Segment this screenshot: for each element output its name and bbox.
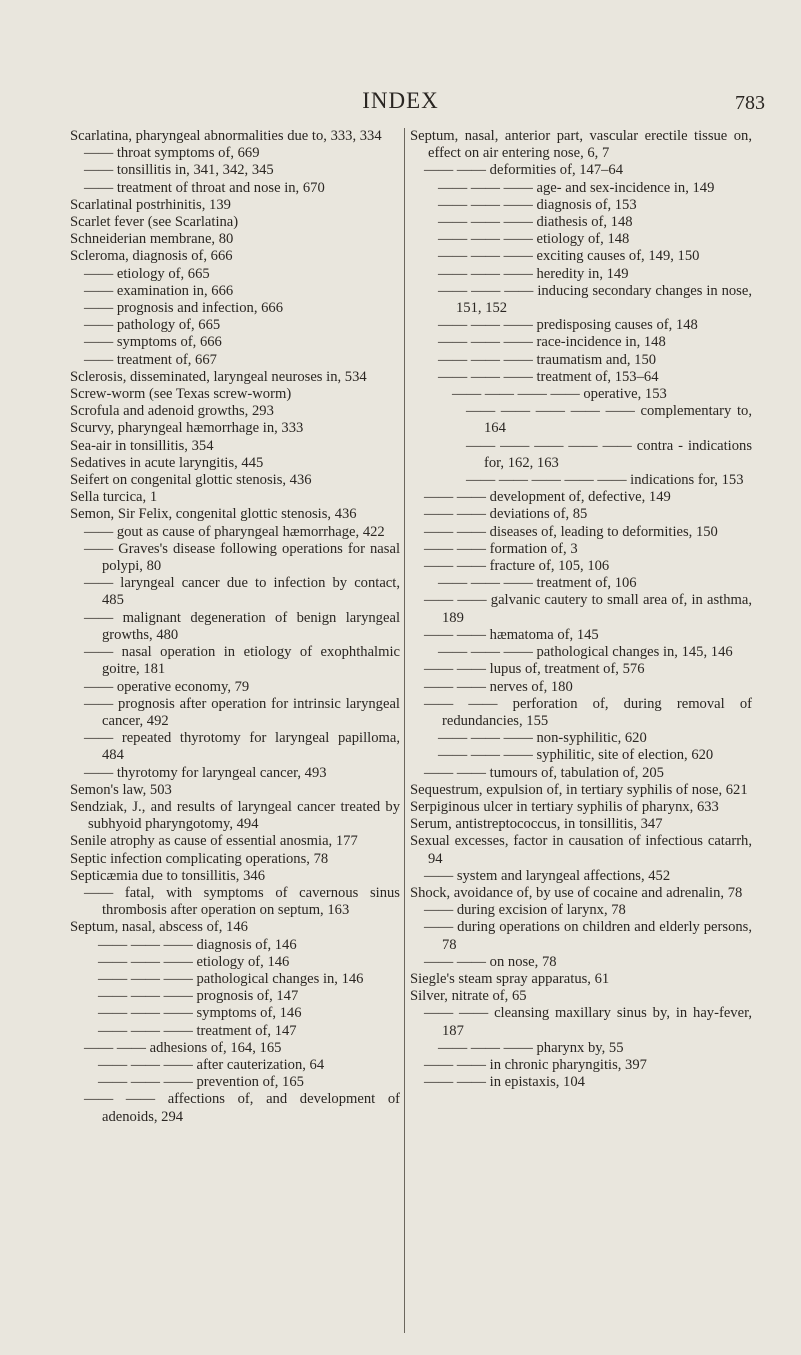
index-subentry: —— —— hæmatoma of, 145 [424, 626, 599, 643]
index-subentry: —— —— —— traumatism and, 150 [438, 351, 657, 368]
index-subentry: —— —— cleansing maxillary sinus by, in hay-fever, 187 [424, 1005, 752, 1039]
index-subentry: —— tonsillitis in, 341, 342, 345 [84, 162, 274, 179]
index-entry: Semon, Sir Felix, congenital glottic stenosis, 436 [70, 506, 357, 523]
index-subentry: —— —— fracture of, 105, 106 [424, 558, 610, 575]
index-subentry: —— —— in chronic pharyngitis, 397 [424, 1056, 647, 1073]
index-subentry: —— —— —— —— —— indications for, 153 [466, 472, 744, 489]
index-subentry: —— fatal, with symptoms of cavernous sinus thrombosis after operation on septum, 163 [84, 884, 400, 919]
index-subentry: —— —— in epistaxis, 104 [424, 1074, 585, 1091]
index-subentry: —— prognosis and infection, 666 [84, 300, 284, 317]
index-entry: Scarlatina, pharyngeal abnormalities due to, 333, 334 [70, 128, 382, 144]
index-subentry: —— —— —— prognosis of, 147 [98, 988, 299, 1005]
index-subentry: —— —— —— non-syphilitic, 620 [438, 730, 647, 747]
index-entry: Shock, avoidance of, by use of cocaine and adrenalin, 78 [410, 884, 743, 901]
index-entry: Septicæmia due to tonsillitis, 346 [70, 867, 265, 884]
index-subentry: —— —— formation of, 3 [424, 540, 578, 557]
index-subentry: —— system and laryngeal affections, 452 [424, 867, 671, 884]
index-subentry: —— repeated thyrotomy for laryngeal papilloma, 484 [84, 730, 400, 764]
index-entry: Septum, nasal, abscess of, 146 [70, 919, 248, 936]
index-subentry: —— —— on nose, 78 [424, 953, 557, 970]
index-subentry: —— prognosis after operation for intrinsic laryngeal cancer, 492 [84, 695, 400, 729]
index-subentry: —— operative economy, 79 [84, 678, 250, 695]
index-entry: Schneiderian membrane, 80 [70, 231, 234, 248]
index-column-right [410, 128, 752, 1091]
index-entry: Scleroma, diagnosis of, 666 [70, 248, 233, 265]
index-subentry: —— —— diseases of, leading to deformities, 150 [424, 523, 718, 540]
index-subentry: —— symptoms of, 666 [84, 334, 222, 351]
index-subentry: —— —— —— predisposing causes of, 148 [438, 317, 698, 334]
index-subentry: —— —— adhesions of, 164, 165 [84, 1039, 282, 1056]
index-subentry: —— —— —— treatment of, 147 [98, 1022, 297, 1039]
index-subentry: —— nasal operation in etiology of exophthalmic goitre, 181 [84, 644, 400, 678]
index-subentry: —— treatment of, 667 [84, 351, 217, 368]
index-subentry: —— during excision of larynx, 78 [424, 902, 626, 919]
index-subentry: —— gout as cause of pharyngeal hæmorrhage, 422 [84, 523, 385, 540]
index-entry: Sexual excesses, factor in causation of infectious catarrh, 94 [410, 833, 752, 867]
index-subentry: —— —— perforation of, during removal of redundancies, 155 [424, 695, 752, 729]
index-subentry: —— —— —— —— —— complementary to, 164 [466, 403, 752, 437]
index-entry: Serpiginous ulcer in tertiary syphilis of pharynx, 633 [410, 798, 719, 815]
index-entry: Scurvy, pharyngeal hæmorrhage in, 333 [70, 420, 304, 437]
index-subentry: —— —— —— treatment of, 106 [438, 575, 637, 592]
index-subentry: —— —— affections of, and development of adenoids, 294 [84, 1091, 400, 1125]
index-entry: Sedatives in acute laryngitis, 445 [70, 454, 264, 471]
index-subentry: —— —— —— inducing secondary changes in nose, 151, 152 [438, 282, 752, 317]
index-subentry: —— malignant degeneration of benign laryngeal growths, 480 [84, 609, 400, 643]
index-subentry: —— —— —— age- and sex-incidence in, 149 [438, 179, 715, 196]
index-subentry: —— —— —— pathological changes in, 145, 146 [438, 644, 733, 661]
index-subentry: —— —— —— after cauterization, 64 [98, 1056, 325, 1073]
index-subentry: —— examination in, 666 [84, 282, 234, 299]
index-entry: Seifert on congenital glottic stenosis, 436 [70, 472, 312, 489]
index-subentry: —— treatment of throat and nose in, 670 [84, 179, 325, 196]
index-entry: Septic infection complicating operations, 78 [70, 850, 329, 867]
index-subentry: —— laryngeal cancer due to infection by contact, 485 [84, 575, 400, 609]
index-entry: Screw-worm (see Texas screw-worm) [70, 386, 292, 403]
index-entry: Serum, antistreptococcus, in tonsillitis, 347 [410, 816, 663, 833]
index-subentry: —— —— —— symptoms of, 146 [98, 1005, 302, 1022]
index-subentry: —— —— —— etiology of, 148 [438, 231, 630, 248]
index-entry: Sella turcica, 1 [70, 489, 158, 506]
index-subentry: —— —— —— race-incidence in, 148 [438, 334, 666, 351]
index-column-left [70, 128, 400, 1126]
index-entry: Sea-air in tonsillitis, 354 [70, 437, 214, 454]
index-subentry: —— —— deviations of, 85 [424, 506, 588, 523]
index-subentry: —— —— —— pathological changes in, 146 [98, 970, 364, 987]
index-subentry: —— —— deformities of, 147–64 [424, 162, 624, 179]
page-number: 783 [735, 92, 765, 114]
index-subentry: —— —— —— diathesis of, 148 [438, 214, 633, 231]
index-subentry: —— —— lupus of, treatment of, 576 [424, 661, 645, 678]
index-entry: Sequestrum, expulsion of, in tertiary syphilis of nose, 621 [410, 781, 748, 798]
index-subentry: —— —— —— syphilitic, site of election, 620 [438, 747, 714, 764]
index-subentry: —— —— development of, defective, 149 [424, 489, 671, 506]
index-entry: Semon's law, 503 [70, 781, 172, 798]
index-entry: Sclerosis, disseminated, laryngeal neuroses in, 534 [70, 368, 367, 385]
index-subentry: —— —— —— treatment of, 153–64 [438, 368, 659, 385]
index-subentry: —— —— tumours of, tabulation of, 205 [424, 764, 664, 781]
index-subentry: —— —— —— diagnosis of, 146 [98, 936, 297, 953]
index-entry: Siegle's steam spray apparatus, 61 [410, 970, 610, 987]
index-subentry: —— throat symptoms of, 669 [84, 145, 260, 162]
index-subentry: —— —— —— exciting causes of, 149, 150 [438, 248, 700, 265]
index-subentry: —— —— nerves of, 180 [424, 678, 573, 695]
index-entry: Septum, nasal, anterior part, vascular erectile tissue on, effect on air entering nose, 6, 7 [410, 128, 752, 162]
column-divider [404, 128, 405, 1333]
index-subentry: —— thyrotomy for laryngeal cancer, 493 [84, 764, 327, 781]
index-subentry: —— —— —— diagnosis of, 153 [438, 196, 637, 213]
index-entry: Sendziak, J., and results of laryngeal cancer treated by subhyoid pharyngotomy, 494 [70, 798, 400, 833]
index-subentry: —— etiology of, 665 [84, 265, 210, 282]
index-subentry: —— pathology of, 665 [84, 317, 221, 334]
index-entry: Senile atrophy as cause of essential anosmia, 177 [70, 833, 358, 850]
index-subentry: —— —— —— —— —— contra - indications for, 162, 163 [466, 437, 752, 471]
index-subentry: —— —— —— pharynx by, 55 [438, 1039, 624, 1056]
index-entry: Scarlatinal postrhinitis, 139 [70, 196, 231, 213]
index-subentry: —— —— —— prevention of, 165 [98, 1074, 304, 1091]
index-subentry: —— Graves's disease following operations for nasal polypi, 80 [84, 540, 400, 575]
index-entry: Scarlet fever (see Scarlatina) [70, 214, 239, 231]
index-subentry: —— —— galvanic cautery to small area of, in asthma, 189 [424, 592, 752, 626]
index-subentry: —— —— —— heredity in, 149 [438, 265, 629, 282]
index-subentry: —— —— —— etiology of, 146 [98, 953, 290, 970]
index-subentry: —— —— —— —— operative, 153 [452, 386, 667, 403]
index-entry: Silver, nitrate of, 65 [410, 988, 527, 1005]
index-entry: Scrofula and adenoid growths, 293 [70, 403, 274, 420]
index-subentry: —— during operations on children and elderly persons, 78 [424, 919, 752, 953]
page-title: INDEX [362, 88, 439, 113]
